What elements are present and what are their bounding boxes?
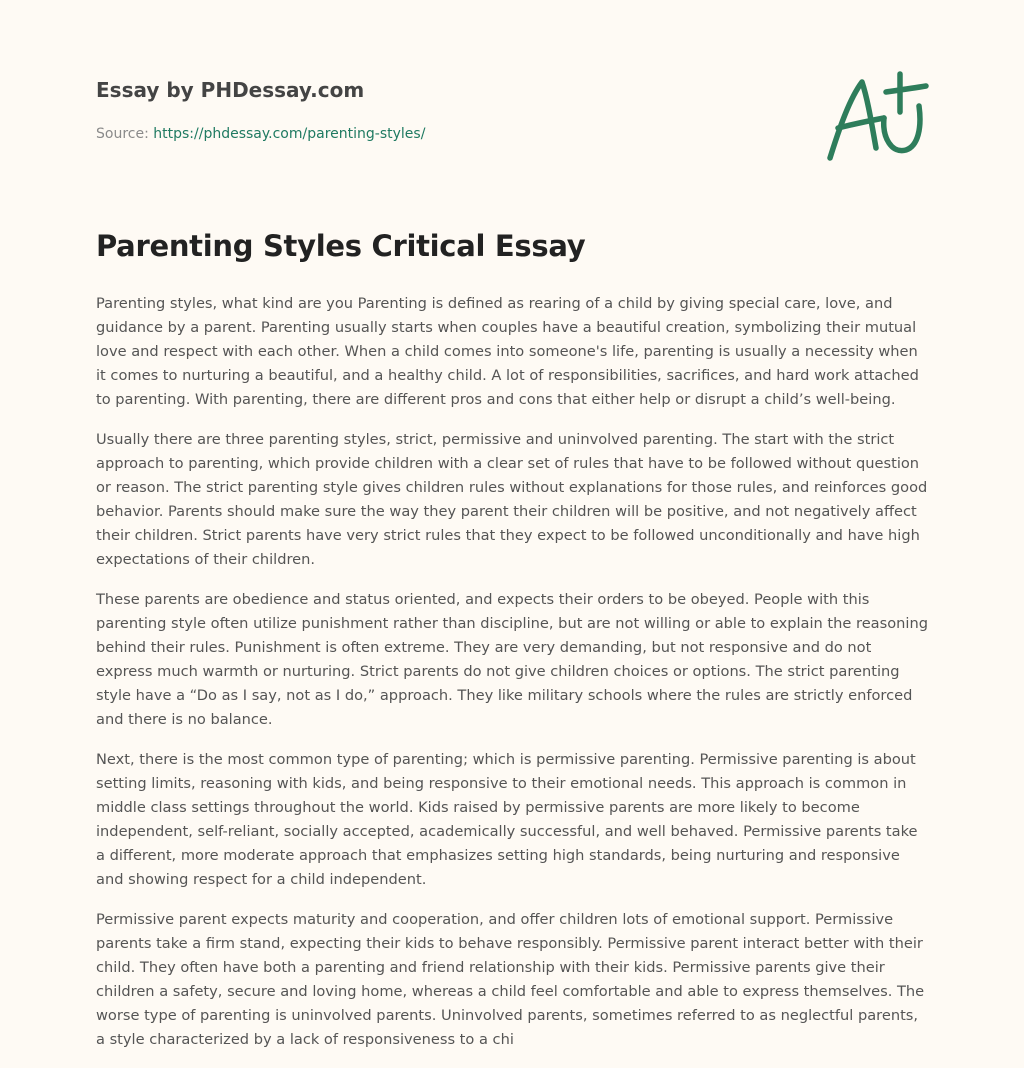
- essay-paragraph-5: Permissive parent expects maturity and cooperation, and offer children lots of emotional support. Permissive parents take a firm stand, expecting their kids to behave responsibly. Permissive parent interact better with their child. They often have both a parenting and friend relationship with their kids. Permissive parents give their children a safety, secure and loving home, whereas a child feel comfortable and able to express themselves. The worse type of parenting is uninvolved parents. Uninvolved parents, sometimes referred to as neglectful parents, a style characterized by a lack of responsiveness to a chi: [96, 911, 925, 1048]
- a-plus-grade-icon: [820, 64, 930, 164]
- essay-paragraph-3: These parents are obedience and status oriented, and expects their orders to be obeyed. People with this parenting style often utilize punishment rather than discipline, but are not willing or able to explain the reasoning behind their rules. Punishment is often extreme. They are very demanding, but not responsive and do not express much warmth or nurturing. Strict parents do not give children choices or options. The strict parenting style have a “Do as I say, not as I do,” approach. They like military schools where the rules are strictly enforced and there is no balance.: [96, 591, 928, 728]
- essay-paragraph-1: Parenting styles, what kind are you Parenting is defined as rearing of a child by giving special care, love, and guidance by a parent. Parenting usually starts when couples have a beautiful creation, symbolizing their mutual love and respect with each other. When a child comes into someone's life, parenting is usually a necessity when it comes to nurturing a beautiful, and a healthy child. A lot of responsibilities, sacrifices, and hard work attached to parenting. With parenting, there are different pros and cons that either help or disrupt a child’s well-being.: [96, 295, 919, 408]
- essay-header: [96, 76, 796, 144]
- essay-title: Parenting Styles Critical Essay: [96, 229, 586, 263]
- source-link[interactable]: https://phdessay.com/parenting-styles/: [153, 126, 426, 142]
- source-line: [96, 124, 796, 144]
- essay-paragraph-4: Next, there is the most common type of parenting; which is permissive parenting. Permissive parenting is about setting limits, reasoning with kids, and being responsive to their emotional needs. This approach is common in middle class settings throughout the world. Kids raised by permissive parents are more likely to become independent, self-reliant, socially accepted, academically successful, and well behaved. Permissive parents take a different, more moderate approach that emphasizes setting high standards, being nurturing and responsive and showing respect for a child independent.: [96, 751, 918, 888]
- essay-body: [96, 226, 930, 1068]
- essay-paragraph-2: Usually there are three parenting styles, strict, permissive and uninvolved parenting. The start with the strict approach to parenting, which provide children with a clear set of rules that have to be followed without question or reason. The strict parenting style gives children rules without explanations for those rules, and reinforces good behavior. Parents should make sure the way they parent their children will be positive, and not negatively affect their children. Strict parents have very strict rules that they expect to be followed unconditionally and have high expectations of their children.: [96, 431, 928, 568]
- site-title: Essay by PHDessay.com: [96, 78, 365, 102]
- source-label: Source:: [96, 126, 154, 142]
